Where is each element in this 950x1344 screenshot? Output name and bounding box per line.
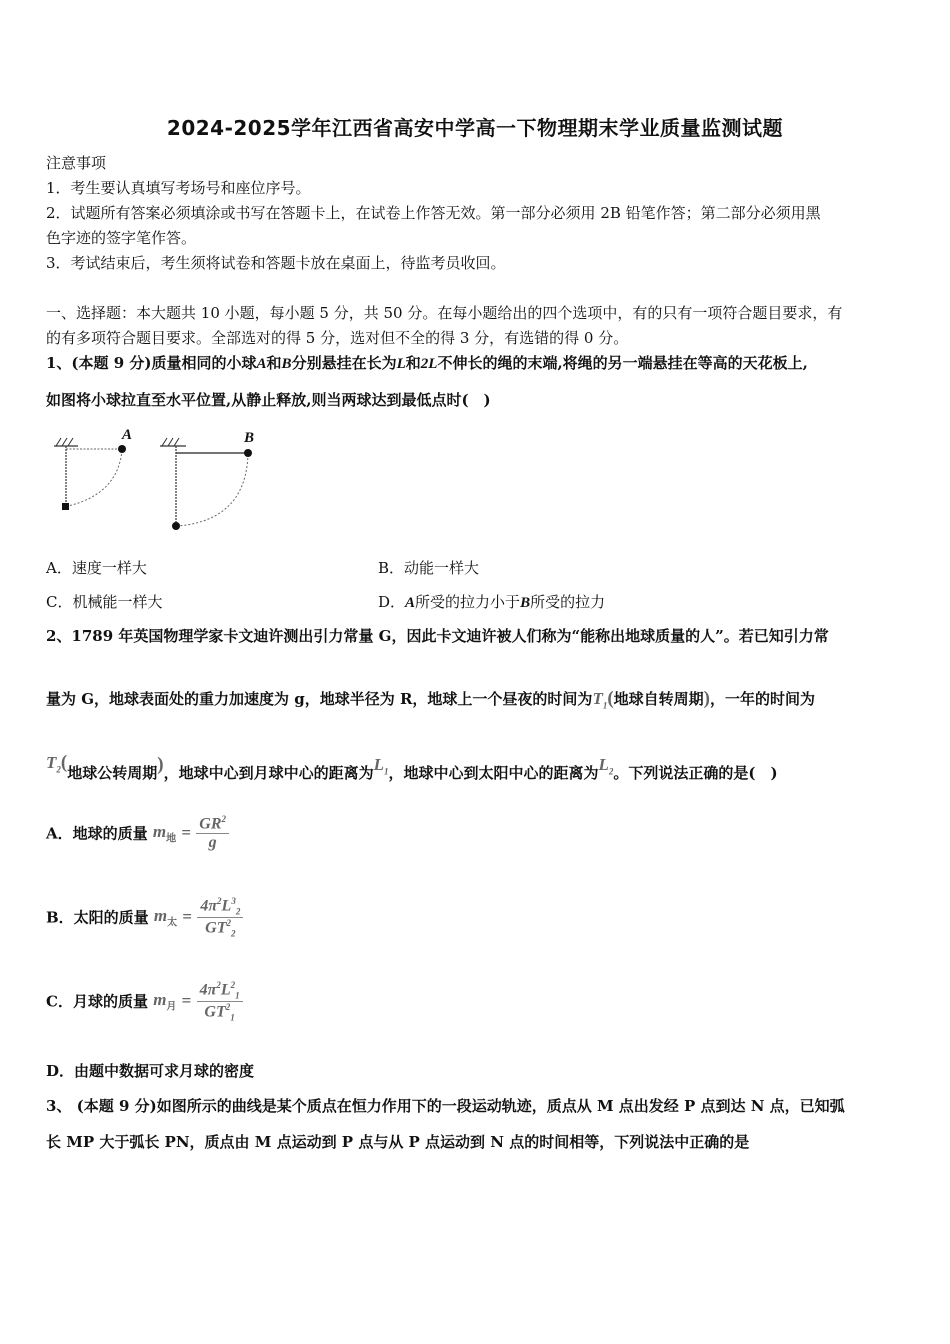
q1-option-d: D．A所受的拉力小于B所受的拉力 xyxy=(378,593,606,611)
q2-option-a: A．地球的质量 $m_地$ = $\frac{GR^2}{g}$ xyxy=(46,814,229,852)
question-1-text: 1、(本题 9 分)质量相同的小球A和B分别悬挂在长为L和2L不伸长的绳的末端,将绳的另一端悬挂在等高的天花板上, xyxy=(46,354,808,372)
section-intro: 一、选择题：本大题共 10 小题，每小题 5 分，共 50 分。在每小题给出的四个选项中，有的只有一项符合题目要求，有 xyxy=(46,304,843,322)
q2-option-b: B．太阳的质量 $m_太$ = $\frac{4\pi^2L^3_2}{GT^2_2}$ xyxy=(46,896,243,938)
notice-item: 1．考生要认真填写考场号和座位序号。 xyxy=(46,179,311,197)
q1-option-b: B．动能一样大 xyxy=(378,559,480,577)
svg-text:B: B xyxy=(244,430,255,446)
question-3-text-2: 长 MP 大于弧长 PN，质点由 M 点运动到 P 点与从 P 点运动到 N 点的时间相等，下列说法中正确的是 xyxy=(46,1133,750,1151)
notice-heading: 注意事项 xyxy=(46,154,107,172)
q1-option-c: C．机械能一样大 xyxy=(46,593,163,611)
question-2-text: 2、1789 年英国物理学家卡文迪许测出引力常量 G，因此卡文迪许被人们称为“能称出地球质量的人”。若已知引力常 xyxy=(46,627,829,645)
question-1-text-2: 如图将小球拉直至水平位置,从静止释放,则当两球达到最低点时( ) xyxy=(46,391,491,409)
q1-option-a: A．速度一样大 xyxy=(46,559,147,577)
question-2-text-2: 量为 G，地球表面处的重力加速度为 g，地球半径为 R，地球上一个昼夜的时间为$T_1$(地球自转周期)，一年的时间为 xyxy=(46,688,816,711)
q2-option-d: D．由题中数据可求月球的密度 xyxy=(46,1062,255,1080)
question-2-text-3: $T_2$(地球公转周期)，地球中心到月球中心的距离为$L_1$，地球中心到太阳中心的距离为$L_2$。下列说法正确的是( ) xyxy=(46,752,778,782)
notice-item: 3．考试结束后，考生须将试卷和答题卡放在桌面上，待监考员收回。 xyxy=(46,254,506,272)
q2-option-c: C．月球的质量 $m_月$ = $\frac{4\pi^2L^2_1}{GT^2_1}$ xyxy=(46,980,243,1022)
pendulum-a xyxy=(54,427,132,510)
pendulum-b xyxy=(160,430,254,530)
section-intro: 的有多项符合题目要求。全部选对的得 5 分，选对但不全的得 3 分，有选错的得 0 分。 xyxy=(46,329,629,347)
page-title: 2024-2025学年江西省高安中学高一下物理期末学业质量监测试题 xyxy=(166,116,784,140)
svg-text:A: A xyxy=(122,427,133,443)
question-3-text: 3、 (本题 9 分)如图所示的曲线是某个质点在恒力作用下的一段运动轨迹，质点从 M 点出发经 P 点到达 N 点，已知弧 xyxy=(46,1097,845,1115)
notice-item: 色字迹的签字笔作答。 xyxy=(46,229,197,247)
notice-item: 2．试题所有答案必须填涂或书写在答题卡上，在试卷上作答无效。第一部分必须用 2B 铅笔作答；第二部分必须用黑 xyxy=(46,204,821,222)
pendulum-figure xyxy=(46,424,276,536)
